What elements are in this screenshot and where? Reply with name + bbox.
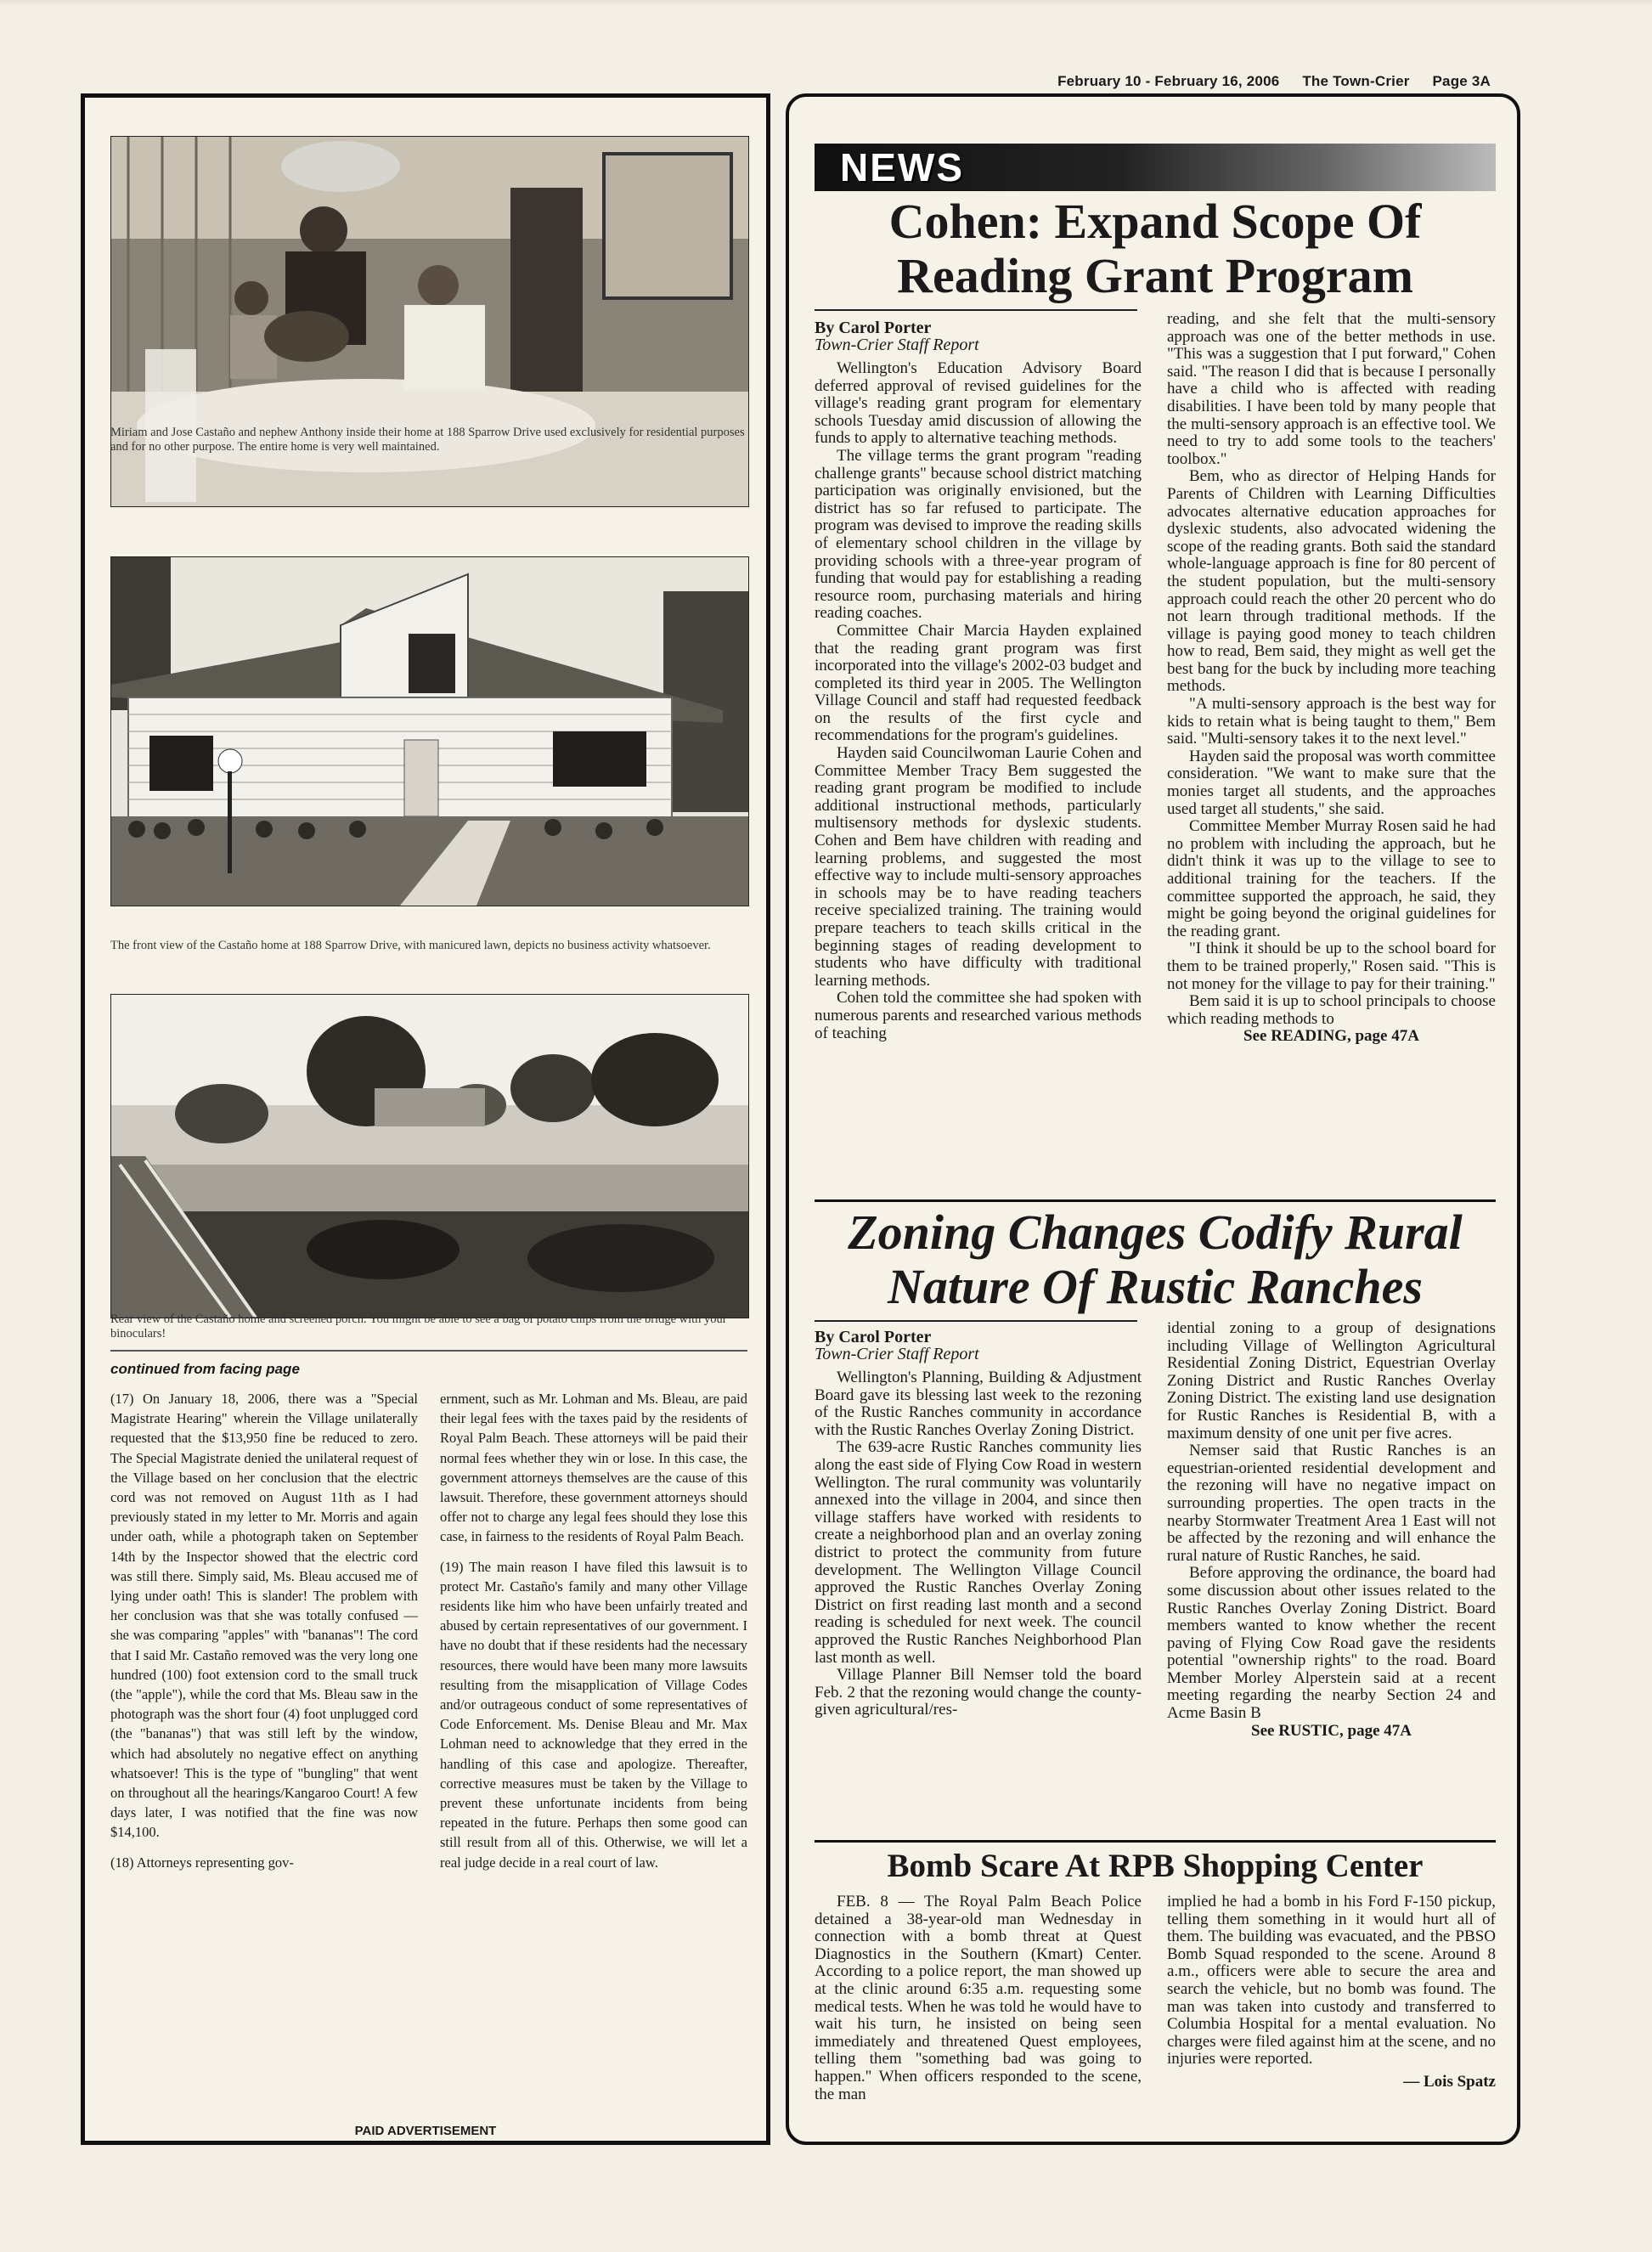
paragraph: (17) On January 18, 2006, there was a "Special Magistrate Hearing" wherein the Village unilaterally requested that the $13,950 fine be reduced to zero. The Special Magistrate denied the unilateral request of the Village based on her conclusion that the electric cord was not removed on August 11th as I had previously stated in my letter to Mr. Morris and again under oath, while a photograph taken on September 14th by the Inspector showed that the electric cord was still there. Simply said, Ms. Bleau accused me of lying under oath! This is slander! The problem with her conclusion was that she was totally confused — she was comparing "apples" with "bananas"! The cord that I said Mr. Castaño removed was the very long one hundred (100) foot extension cord to the small truck (the "apple"), while the cord that Ms. Bleau saw in the photograph was the short four (4) foot unplugged cord (the "bananas") that was still left by the window, which had absolutely no negative effect on anything whatsoever! This is the type of "bungling" that went on throughout all the hearings/Kangaroo Court! A few days later, I was notified that the fine was now $14,100. (110, 1391, 418, 1841)
story2-column-2 (1167, 1320, 1496, 1740)
paragraph: Committee Member Murray Rosen said he had no problem with including the approach, but he didn't think it was up to the village to see to additional training for the teachers. If the committee supported the approach, he said, they might be going beyond the original guidelines for the reading grant. (1167, 817, 1496, 940)
issue-dates: February 10 - February 16, 2006 (1057, 73, 1280, 89)
divider (110, 1350, 747, 1352)
news-box (786, 93, 1520, 2145)
section-rule (815, 1840, 1496, 1843)
news-banner (815, 144, 1496, 191)
story2-column-1 (815, 1369, 1142, 1719)
paragraph: ernment, such as Mr. Lohman and Ms. Bleau, are paid their legal fees with the taxes paid by the residents of Royal Palm Beach. These attorneys will be paid their normal fees whether they win or lose. In this case, the government attorneys themselves are the cause of this lawsuit. Therefore, these government attorneys should offer not to charge any legal fees should they lose this case, in fairness to the residents of Royal Palm Beach. (440, 1391, 747, 1545)
paid-advertisement-label: PAID ADVERTISEMENT (354, 2124, 497, 2138)
paragraph: Cohen told the committee she had spoken with numerous parents and researched various methods of teaching (815, 989, 1142, 1042)
headline-zoning: Zoning Changes Codify Rural Nature Of Rustic Ranches (848, 1205, 1463, 1314)
news-label: NEWS (840, 145, 964, 189)
ad-column-left (110, 1389, 418, 1882)
page-edge (0, 0, 1652, 7)
paragraph: (18) Attorneys representing gov- (110, 1854, 294, 1871)
paragraph: The village terms the grant program "reading challenge grants" because school district matching participation was originally envisioned, but the district has so far refused to participate. The program was devised to improve the reading skills of elementary school children in the village by providing schools with a three-year program of funding that would pay for establishing a reading resource room, purchasing materials and hiring reading coaches. (815, 446, 1142, 623)
paragraph: reading, and she felt that the multi-sensory approach was one of the better methods in use. "This was a suggestion that I put forward," Cohen said. "The reason I did that is because I personally have a child who is affected with reading disabilities. I have been told by many people that the multi-sensory approach is an effective tool. We need to try to add some tools to the teachers' toolbox." (1167, 310, 1496, 468)
byline: By Carol Porter Town-Crier Staff Report (815, 319, 979, 354)
photo-caption: Rear view of the Castaño home and screened porch. You might be able to see a bag of potato chips from the bridge with your binoculars! (110, 1312, 727, 1340)
story3-column-1 (815, 1894, 1142, 2103)
paragraph: idential zoning to a group of designations including Village of Wellington Agricultural Residential Zoning District, Equestrian Overlay Zoning District and Rustic Ranches Overlay Zoning District. The existing land use designation for Rustic Ranches is Residential B, with a maximum density of one unit per five acres. (1167, 1319, 1496, 1442)
paragraph: Wellington's Education Advisory Board deferred approval of revised guidelines for the village's reading grant program for elementary schools Tuesday amid discussion of allowing the funds to apply to alternative teaching methods. (815, 359, 1142, 448)
paragraph: Before approving the ordinance, the board had some discussion about other issues related to the Rustic Ranches Overlay Zoning District. Board members wanted to know whether the recent paving of Flying Cow Road gave the residents potential "ownership rights" to the road. Board Member Morley Alperstein said at a recent meeting regarding the nearby Section 24 and Acme Basin B (1167, 1564, 1496, 1723)
byline-rule (815, 1320, 1137, 1322)
photo-front-view (110, 556, 749, 906)
author-signature: — Lois Spatz (1403, 2072, 1496, 2091)
photo-caption: Miriam and Jose Castaño and nephew Anthony inside their home at 188 Sparrow Drive used exclusively for residential purposes and for no other purpose. The entire home is very well maintained. (110, 426, 745, 454)
jump-line[interactable]: See READING, page 47A (1243, 1027, 1419, 1046)
paragraph: Bem, who as director of Helping Hands for Parents of Children with Learning Difficulties advocates alternative education approaches for dyslexic students, also advocated widening the scope of the reading grants. Both said the standard whole-language approach is fine for 80 percent of the student population, but the multi-sensory approach could reach the other 20 percent who do not learn through traditional methods. If the village is paying good money to teach children how to read, Bem said, they might as well get the best bang for the buck by including more teaching methods. (1167, 467, 1496, 696)
story1-column-2 (1167, 311, 1496, 1046)
paragraph: Bem said it is up to school principals to choose which reading methods to (1167, 992, 1496, 1028)
page-number: Page 3A (1432, 73, 1491, 89)
ad-column-right (440, 1389, 747, 1882)
photo-rear-view (110, 994, 749, 1318)
paragraph: Nemser said that Rustic Ranches is an equestrian-oriented residential development and the rezoning will have no negative impact on surrounding properties. The open tracts in the nearby Stormwater Treatment Area 1 East will not be affected by the rezoning and will enhance the rural nature of Rustic Ranches, he said. (1167, 1442, 1496, 1565)
byline: By Carol Porter Town-Crier Staff Report (815, 1328, 979, 1363)
byline-rule (815, 309, 1137, 311)
paper-name: The Town-Crier (1302, 73, 1410, 89)
photo-caption: The front view of the Castaño home at 188 Sparrow Drive, with manicured lawn, depicts no business activity whatsoever. (110, 939, 711, 952)
section-rule (815, 1199, 1496, 1202)
paragraph: Wellington's Planning, Building & Adjustment Board gave its blessing last week to the rezoning of the Rustic Ranches community in accordance with the Rustic Ranches Overlay Zoning District. (815, 1369, 1142, 1439)
paragraph: Hayden said Councilwoman Laurie Cohen and Committee Member Tracy Bem suggested the reading grant program be modified to include additional instructional methods, particularly multisensory methods for dyslexic students. Cohen and Bem have children with reading and learning problems, and suggested the most effective way to include multi-sensory approaches in schools may be to have reading teachers receive specialized training. The training would prepare teachers to teach skills critical in the beginning stages of reading development to students who have difficulty with traditional learning methods. (815, 744, 1142, 990)
story1-column-1 (815, 360, 1142, 1042)
jump-line[interactable]: See RUSTIC, page 47A (1251, 1721, 1412, 1740)
paragraph: FEB. 8 — The Royal Palm Beach Police detained a 38-year-old man Wednesday in connection with a bomb threat at Quest Diagnostics in the Southern (Kmart) Center. According to a police report, the man showed up at the clinic around 6:35 a.m. requesting some medical tests. When he was told he would have to wait his turn, he insisted on being seen immediately and threatened Quest employees, telling them "something bad was going to happen." When officers responded to the scene, the man (815, 1893, 1142, 2103)
paragraph: implied he had a bomb in his Ford F-150 pickup, telling them something in it would hurt all of them. The building was evacuated, and the PBSO Bomb Squad responded to the scene. Around 8 a.m., officers were able to secure the area and search the vehicle, but no bomb was found. The man was taken into custody and transferred to Columbia Hospital for a mental evaluation. No charges were filed against him at the scene, and no injuries were reported. (1167, 1893, 1496, 2069)
paragraph: "I think it should be up to the school board for them to be trained properly," Rosen said. "This is not money for the village to pay for their training." (1167, 940, 1496, 993)
paragraph: Hayden said the proposal was worth committee consideration. "We want to make sure that the monies target all students, and the approaches used target all students," she said. (1167, 747, 1496, 818)
paragraph: (19) The main reason I have filed this lawsuit is to protect Mr. Castaño's family and many other Village residents like him who have been unfairly treated and abused by certain representatives of our government. I have no doubt that if these residents had the necessary resources, there would have been many more lawsuits resulting from the misapplication of Village Codes and/or outrageous conduct of some representatives of Code Enforcement. Ms. Denise Bleau and Mr. Max Lohman need to acknowledge that they erred in the handling of this case and apologize. Thereafter, corrective measures must be taken by the Village to prevent these unfortunate incidents from being repeated in the future. Perhaps then some good can still result from all of this. Otherwise, we will let a real judge decide in a real court of law. (440, 1558, 747, 1871)
paragraph: Village Planner Bill Nemser told the board Feb. 2 that the rezoning would change the county-given agricultural/res- (815, 1666, 1142, 1719)
advertisement-box (81, 93, 770, 2145)
headline-reading-grant: Cohen: Expand Scope Of Reading Grant Program (888, 194, 1422, 303)
paragraph: "A multi-sensory approach is the best way for kids to retain what is being taught to them," Bem said. "Multi-sensory takes it to the next level." (1167, 695, 1496, 748)
paragraph: Committee Chair Marcia Hayden explained that the reading grant program was first incorporated into the village's 2002-03 budget and completed its third year in 2005. The Wellington Village Council and staff had requested feedback on the results of the first cycle and recommendations for the program's guidelines. (815, 621, 1142, 745)
headline-bomb-scare: Bomb Scare At RPB Shopping Center (887, 1848, 1424, 1884)
paragraph: The 639-acre Rustic Ranches community lies along the east side of Flying Cow Road in western Wellington. The rural community was voluntarily annexed into the village in 2004, and since then village staffers have worked with residents to create a neighborhood plan and an overlay zoning district to protect the community from future development. The Wellington Village Council approved the Rustic Ranches Overlay Zoning District on first reading last month and a second reading is scheduled for next week. The council approved the Rustic Ranches Neighborhood Plan last month as well. (815, 1438, 1142, 1667)
story3-column-2 (1167, 1894, 1496, 2091)
continued-label: continued from facing page (110, 1361, 300, 1377)
running-head (1039, 73, 1491, 90)
